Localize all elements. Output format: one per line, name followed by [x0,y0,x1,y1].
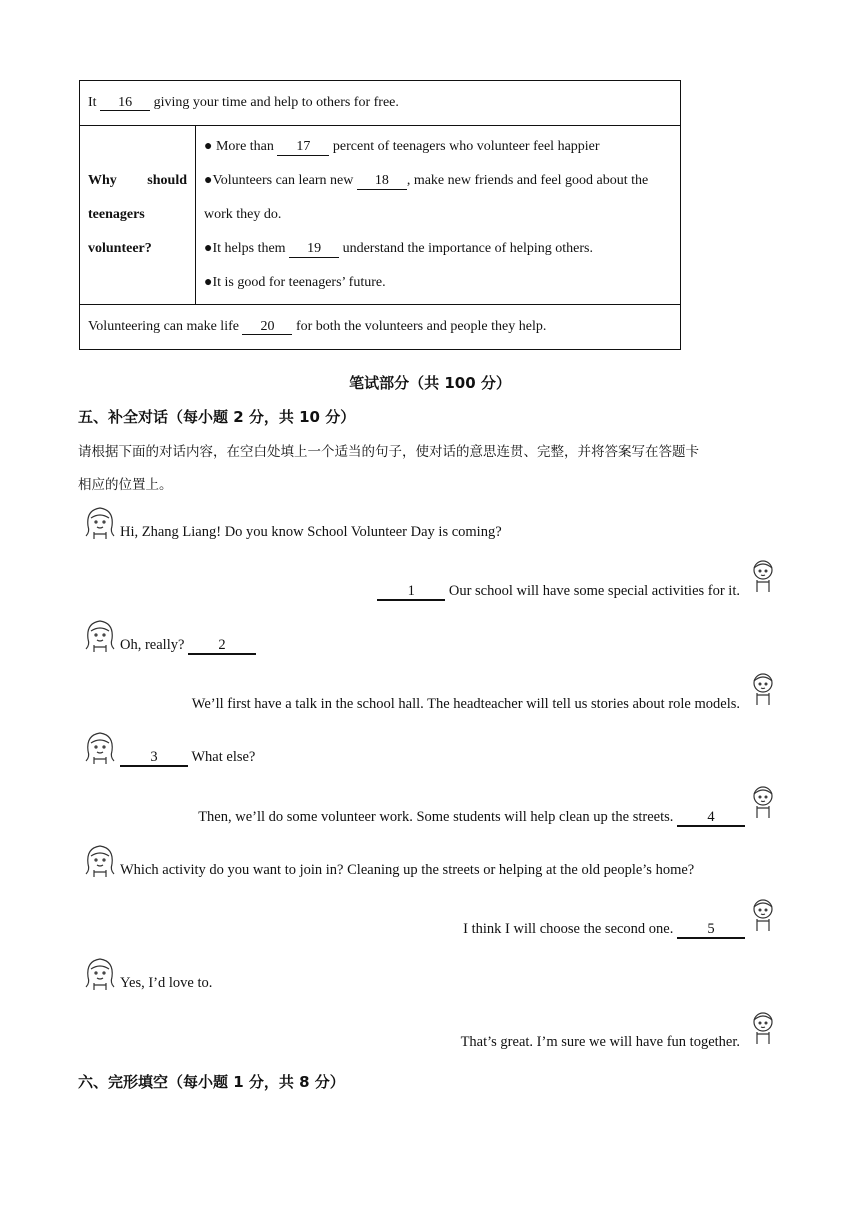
list-item: ●It is good for teenagers’ future. [204,275,386,290]
dialogue-line: We’ll first have a talk in the school hall. The headteacher will tell us stories about role models. [191,696,740,712]
dialogue-line: Yes, I’d love to. [120,975,213,991]
blank-16[interactable]: 16 [100,96,150,112]
list-item: ●It helps them 19 understand the importance of helping others. [204,241,593,256]
dialogue-line: I think I will choose the second one. 5 [463,921,745,939]
girl-avatar-icon [82,842,118,878]
boy-avatar-icon [748,558,778,594]
dialogue-line: Then, we’ll do some volunteer work. Some students will help clean up the streets. 4 [198,809,745,827]
list-item: ● More than 17 percent of teenagers who volunteer feel happier [204,139,600,154]
boy-avatar-icon [748,1010,778,1046]
boy-avatar-icon [748,784,778,820]
dialogue-line: 3 What else? [120,749,255,767]
girl-avatar-icon [82,729,118,765]
dialogue-line: 1 Our school will have some special activities for it. [377,583,740,601]
section6-heading: 六、完形填空（每小题 1 分，共 8 分） [78,1073,345,1091]
section5-instruction: 请根据下面的对话内容，在空白处填上一个适当的句子，使对话的意思连贯、完整，并将答案写在答题卡 [78,444,699,460]
boy-avatar-icon [748,671,778,707]
table-row-20: Volunteering can make life 20 for both the volunteers and people they help. [80,305,681,350]
blank-4[interactable]: 4 [677,810,745,827]
blank-3[interactable]: 3 [120,750,188,767]
section5-instruction-cont: 相应的位置上。 [78,477,173,493]
reasons-list [196,126,681,305]
girl-avatar-icon [82,504,118,540]
blank-19[interactable]: 19 [289,242,339,258]
dialogue-line: Oh, really? 2 [120,637,256,655]
why-volunteer-label: Why should teenagers volunteer? [80,126,196,305]
boy-avatar-icon [748,897,778,933]
dialogue-line: That’s great. I’m sure we will have fun together. [460,1034,740,1050]
blank-18[interactable]: 18 [357,174,407,190]
girl-avatar-icon [82,955,118,991]
dialogue-line: Which activity do you want to join in? Cleaning up the streets or helping at the old people’s home? [120,862,695,878]
blank-17[interactable]: 17 [277,140,329,156]
section5-heading: 五、补全对话（每小题 2 分，共 10 分） [78,408,356,426]
blank-5[interactable]: 5 [677,922,745,939]
girl-avatar-icon [82,617,118,653]
info-table [79,80,681,350]
table-row-16: It 16 giving your time and help to others for free. [80,81,681,126]
list-item: ●Volunteers can learn new 18 , make new friends and feel good about the work they do. [204,173,649,222]
section-title: 笔试部分（共 100 分） [349,374,511,392]
dialogue-line: Hi, Zhang Liang! Do you know School Volunteer Day is coming? [120,524,502,540]
blank-2[interactable]: 2 [188,638,256,655]
blank-20[interactable]: 20 [242,320,292,336]
blank-1[interactable]: 1 [377,584,445,601]
